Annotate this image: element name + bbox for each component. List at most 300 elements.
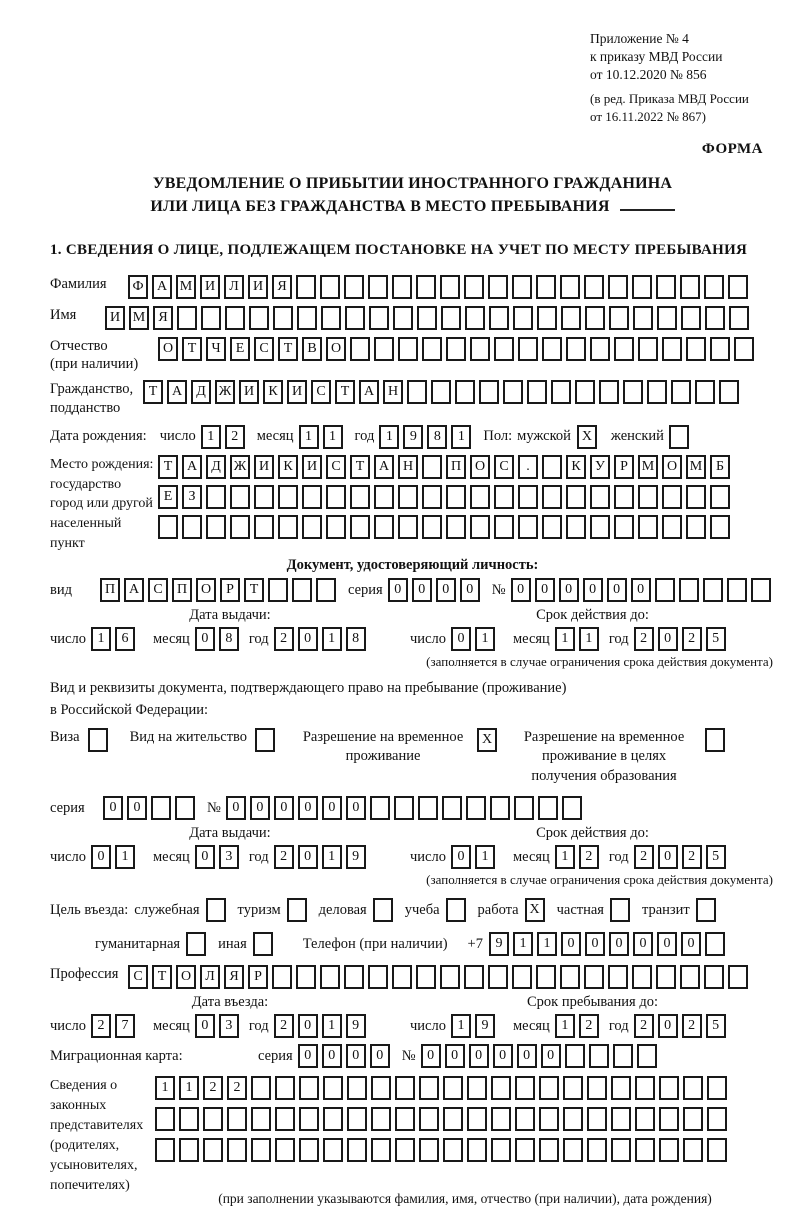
char-box[interactable]: 1 [201, 425, 221, 449]
char-box[interactable] [441, 306, 461, 330]
char-box[interactable] [268, 578, 288, 602]
char-box[interactable] [637, 1044, 657, 1068]
char-box[interactable] [395, 1076, 415, 1100]
char-box[interactable]: 0 [657, 932, 677, 956]
char-box[interactable]: Р [220, 578, 240, 602]
char-box[interactable]: З [182, 485, 202, 509]
char-box[interactable]: 0 [421, 1044, 441, 1068]
char-box[interactable]: 0 [517, 1044, 537, 1068]
char-box[interactable] [369, 306, 389, 330]
char-box[interactable]: 1 [299, 425, 319, 449]
char-box[interactable]: О [470, 455, 490, 479]
char-box[interactable]: 1 [91, 627, 111, 651]
char-box[interactable]: 0 [585, 932, 605, 956]
purpose-transit-checkbox[interactable] [696, 898, 716, 922]
char-box[interactable] [609, 306, 629, 330]
char-box[interactable]: 0 [559, 578, 579, 602]
char-box[interactable]: 0 [195, 1014, 215, 1038]
char-box[interactable] [254, 515, 274, 539]
char-box[interactable] [611, 1138, 631, 1162]
char-box[interactable] [464, 965, 484, 989]
char-box[interactable]: 1 [475, 627, 495, 651]
char-box[interactable] [561, 306, 581, 330]
char-box[interactable] [656, 275, 676, 299]
char-box[interactable] [614, 515, 634, 539]
char-box[interactable] [527, 380, 547, 404]
char-box[interactable] [590, 485, 610, 509]
char-box[interactable]: 0 [250, 796, 270, 820]
char-box[interactable]: Т [278, 337, 298, 361]
char-box[interactable]: 1 [475, 845, 495, 869]
char-box[interactable] [680, 965, 700, 989]
char-box[interactable]: 1 [322, 627, 342, 651]
char-box[interactable] [590, 337, 610, 361]
char-box[interactable] [470, 337, 490, 361]
char-box[interactable]: В [302, 337, 322, 361]
char-box[interactable] [491, 1107, 511, 1131]
char-box[interactable]: Т [182, 337, 202, 361]
char-box[interactable]: 0 [631, 578, 651, 602]
char-box[interactable] [350, 485, 370, 509]
char-box[interactable]: 2 [274, 627, 294, 651]
char-box[interactable]: А [374, 455, 394, 479]
char-box[interactable] [302, 485, 322, 509]
char-box[interactable] [566, 515, 586, 539]
char-box[interactable] [655, 578, 675, 602]
char-box[interactable] [394, 796, 414, 820]
char-box[interactable] [275, 1107, 295, 1131]
char-box[interactable] [316, 578, 336, 602]
char-box[interactable]: И [254, 455, 274, 479]
char-box[interactable]: Т [158, 455, 178, 479]
char-box[interactable] [179, 1138, 199, 1162]
char-box[interactable]: Т [143, 380, 163, 404]
char-box[interactable]: 1 [451, 1014, 471, 1038]
char-box[interactable] [395, 1107, 415, 1131]
char-box[interactable]: А [152, 275, 172, 299]
char-box[interactable] [392, 965, 412, 989]
char-box[interactable] [227, 1107, 247, 1131]
char-box[interactable] [729, 306, 749, 330]
char-box[interactable] [467, 1076, 487, 1100]
char-box[interactable]: Т [335, 380, 355, 404]
char-box[interactable]: Ф [128, 275, 148, 299]
char-box[interactable]: 0 [195, 627, 215, 651]
char-box[interactable] [371, 1076, 391, 1100]
char-box[interactable]: Я [224, 965, 244, 989]
char-box[interactable] [542, 455, 562, 479]
char-box[interactable] [321, 306, 341, 330]
char-box[interactable] [494, 337, 514, 361]
char-box[interactable]: Б [710, 455, 730, 479]
char-box[interactable]: 0 [658, 1014, 678, 1038]
char-box[interactable] [419, 1076, 439, 1100]
char-box[interactable]: 1 [115, 845, 135, 869]
char-box[interactable] [203, 1107, 223, 1131]
char-box[interactable] [587, 1107, 607, 1131]
char-box[interactable] [536, 965, 556, 989]
char-box[interactable] [503, 380, 523, 404]
char-box[interactable] [614, 485, 634, 509]
char-box[interactable] [177, 306, 197, 330]
char-box[interactable] [563, 1107, 583, 1131]
char-box[interactable] [659, 1076, 679, 1100]
char-box[interactable]: 0 [535, 578, 555, 602]
char-box[interactable]: Е [230, 337, 250, 361]
char-box[interactable] [662, 515, 682, 539]
char-box[interactable]: А [124, 578, 144, 602]
char-box[interactable] [443, 1107, 463, 1131]
char-box[interactable] [179, 1107, 199, 1131]
char-box[interactable] [638, 515, 658, 539]
char-box[interactable]: Н [383, 380, 403, 404]
char-box[interactable]: Ж [230, 455, 250, 479]
char-box[interactable] [566, 485, 586, 509]
char-box[interactable] [710, 485, 730, 509]
char-box[interactable] [272, 965, 292, 989]
char-box[interactable]: 0 [322, 796, 342, 820]
char-box[interactable] [719, 380, 739, 404]
char-box[interactable] [206, 485, 226, 509]
char-box[interactable]: 0 [103, 796, 123, 820]
char-box[interactable] [614, 337, 634, 361]
char-box[interactable] [710, 515, 730, 539]
char-box[interactable] [392, 275, 412, 299]
char-box[interactable]: 0 [274, 796, 294, 820]
option-visa-checkbox[interactable] [88, 728, 108, 752]
char-box[interactable]: 0 [322, 1044, 342, 1068]
char-box[interactable] [703, 578, 723, 602]
char-box[interactable]: 9 [346, 1014, 366, 1038]
char-box[interactable] [446, 337, 466, 361]
char-box[interactable]: К [566, 455, 586, 479]
char-box[interactable]: И [287, 380, 307, 404]
char-box[interactable] [491, 1138, 511, 1162]
char-box[interactable] [514, 796, 534, 820]
char-box[interactable] [368, 965, 388, 989]
char-box[interactable]: 0 [451, 627, 471, 651]
char-box[interactable] [488, 965, 508, 989]
char-box[interactable] [659, 1107, 679, 1131]
char-box[interactable] [347, 1138, 367, 1162]
purpose-other-checkbox[interactable] [253, 932, 273, 956]
char-box[interactable]: С [148, 578, 168, 602]
char-box[interactable]: 2 [579, 845, 599, 869]
char-box[interactable] [727, 578, 747, 602]
char-box[interactable]: С [311, 380, 331, 404]
char-box[interactable]: 8 [427, 425, 447, 449]
char-box[interactable]: 5 [706, 845, 726, 869]
char-box[interactable] [431, 380, 451, 404]
char-box[interactable]: 0 [91, 845, 111, 869]
char-box[interactable] [518, 337, 538, 361]
char-box[interactable]: О [176, 965, 196, 989]
char-box[interactable] [182, 515, 202, 539]
char-box[interactable]: 0 [609, 932, 629, 956]
char-box[interactable] [155, 1138, 175, 1162]
char-box[interactable] [470, 485, 490, 509]
char-box[interactable] [371, 1107, 391, 1131]
char-box[interactable]: 0 [633, 932, 653, 956]
char-box[interactable]: 0 [370, 1044, 390, 1068]
char-box[interactable] [419, 1107, 439, 1131]
char-box[interactable]: 3 [219, 845, 239, 869]
char-box[interactable] [417, 306, 437, 330]
char-box[interactable]: 1 [155, 1076, 175, 1100]
purpose-commercial-checkbox[interactable] [373, 898, 393, 922]
char-box[interactable] [251, 1138, 271, 1162]
char-box[interactable] [632, 965, 652, 989]
char-box[interactable] [632, 275, 652, 299]
char-box[interactable] [662, 485, 682, 509]
char-box[interactable] [422, 515, 442, 539]
char-box[interactable] [440, 275, 460, 299]
char-box[interactable]: П [172, 578, 192, 602]
char-box[interactable] [296, 965, 316, 989]
char-box[interactable]: 1 [555, 627, 575, 651]
char-box[interactable] [695, 380, 715, 404]
option-residence-permit-checkbox[interactable] [255, 728, 275, 752]
char-box[interactable] [633, 306, 653, 330]
char-box[interactable] [398, 337, 418, 361]
char-box[interactable] [299, 1076, 319, 1100]
char-box[interactable]: Р [614, 455, 634, 479]
char-box[interactable] [370, 796, 390, 820]
char-box[interactable]: Р [248, 965, 268, 989]
char-box[interactable]: 0 [346, 1044, 366, 1068]
char-box[interactable] [490, 796, 510, 820]
char-box[interactable]: 3 [219, 1014, 239, 1038]
char-box[interactable] [707, 1076, 727, 1100]
char-box[interactable] [662, 337, 682, 361]
char-box[interactable] [344, 965, 364, 989]
char-box[interactable] [398, 485, 418, 509]
char-box[interactable] [350, 337, 370, 361]
char-box[interactable]: У [590, 455, 610, 479]
char-box[interactable] [542, 515, 562, 539]
char-box[interactable]: 0 [226, 796, 246, 820]
char-box[interactable] [422, 485, 442, 509]
char-box[interactable]: 0 [298, 1014, 318, 1038]
char-box[interactable] [230, 515, 250, 539]
char-box[interactable] [686, 337, 706, 361]
char-box[interactable] [563, 1076, 583, 1100]
char-box[interactable]: М [176, 275, 196, 299]
char-box[interactable]: И [105, 306, 125, 330]
char-box[interactable]: С [326, 455, 346, 479]
char-box[interactable]: 8 [346, 627, 366, 651]
char-box[interactable] [635, 1076, 655, 1100]
char-box[interactable] [587, 1076, 607, 1100]
char-box[interactable] [728, 965, 748, 989]
char-box[interactable] [206, 515, 226, 539]
char-box[interactable] [230, 485, 250, 509]
char-box[interactable] [442, 796, 462, 820]
char-box[interactable] [374, 337, 394, 361]
char-box[interactable] [657, 306, 677, 330]
char-box[interactable] [575, 380, 595, 404]
char-box[interactable] [299, 1107, 319, 1131]
char-box[interactable] [683, 1138, 703, 1162]
char-box[interactable]: О [196, 578, 216, 602]
char-box[interactable] [494, 515, 514, 539]
char-box[interactable]: 2 [225, 425, 245, 449]
char-box[interactable]: 2 [579, 1014, 599, 1038]
char-box[interactable]: И [248, 275, 268, 299]
char-box[interactable] [686, 485, 706, 509]
char-box[interactable]: 0 [658, 627, 678, 651]
char-box[interactable]: 1 [555, 1014, 575, 1038]
char-box[interactable] [416, 965, 436, 989]
char-box[interactable]: Л [224, 275, 244, 299]
char-box[interactable]: С [494, 455, 514, 479]
char-box[interactable]: Д [206, 455, 226, 479]
char-box[interactable]: 1 [513, 932, 533, 956]
char-box[interactable]: С [128, 965, 148, 989]
char-box[interactable] [623, 380, 643, 404]
char-box[interactable] [443, 1076, 463, 1100]
purpose-business-checkbox[interactable] [206, 898, 226, 922]
char-box[interactable] [680, 275, 700, 299]
char-box[interactable]: Ж [215, 380, 235, 404]
char-box[interactable] [443, 1138, 463, 1162]
char-box[interactable] [587, 1138, 607, 1162]
char-box[interactable] [491, 1076, 511, 1100]
char-box[interactable]: И [302, 455, 322, 479]
char-box[interactable] [565, 1044, 585, 1068]
char-box[interactable] [681, 306, 701, 330]
char-box[interactable] [536, 275, 556, 299]
char-box[interactable] [638, 337, 658, 361]
char-box[interactable] [275, 1138, 295, 1162]
char-box[interactable]: Т [152, 965, 172, 989]
char-box[interactable] [679, 578, 699, 602]
char-box[interactable] [292, 578, 312, 602]
char-box[interactable]: 1 [555, 845, 575, 869]
char-box[interactable] [467, 1107, 487, 1131]
char-box[interactable] [494, 485, 514, 509]
char-box[interactable] [350, 515, 370, 539]
char-box[interactable]: 2 [203, 1076, 223, 1100]
char-box[interactable] [589, 1044, 609, 1068]
char-box[interactable] [539, 1138, 559, 1162]
char-box[interactable] [635, 1138, 655, 1162]
char-box[interactable]: 0 [607, 578, 627, 602]
char-box[interactable] [374, 485, 394, 509]
char-box[interactable] [416, 275, 436, 299]
char-box[interactable] [518, 515, 538, 539]
char-box[interactable]: 1 [537, 932, 557, 956]
char-box[interactable] [515, 1107, 535, 1131]
char-box[interactable] [227, 1138, 247, 1162]
char-box[interactable] [151, 796, 171, 820]
char-box[interactable] [686, 515, 706, 539]
char-box[interactable]: 0 [298, 845, 318, 869]
char-box[interactable] [446, 485, 466, 509]
char-box[interactable] [254, 485, 274, 509]
char-box[interactable]: 2 [682, 627, 702, 651]
char-box[interactable]: 0 [451, 845, 471, 869]
char-box[interactable]: 2 [634, 845, 654, 869]
char-box[interactable]: 2 [227, 1076, 247, 1100]
char-box[interactable]: И [200, 275, 220, 299]
char-box[interactable]: 9 [346, 845, 366, 869]
char-box[interactable]: 2 [634, 1014, 654, 1038]
char-box[interactable]: 0 [346, 796, 366, 820]
char-box[interactable]: С [254, 337, 274, 361]
char-box[interactable] [512, 275, 532, 299]
char-box[interactable] [705, 306, 725, 330]
char-box[interactable] [320, 965, 340, 989]
sex-female-checkbox[interactable] [669, 425, 689, 449]
purpose-work-checkbox[interactable]: X [525, 898, 545, 922]
char-box[interactable] [515, 1076, 535, 1100]
char-box[interactable] [251, 1107, 271, 1131]
char-box[interactable]: 5 [706, 627, 726, 651]
purpose-study-checkbox[interactable] [446, 898, 466, 922]
char-box[interactable]: Я [153, 306, 173, 330]
char-box[interactable] [539, 1076, 559, 1100]
char-box[interactable] [249, 306, 269, 330]
char-box[interactable] [275, 1076, 295, 1100]
char-box[interactable] [704, 275, 724, 299]
char-box[interactable] [751, 578, 771, 602]
char-box[interactable]: 0 [445, 1044, 465, 1068]
char-box[interactable]: 0 [511, 578, 531, 602]
char-box[interactable] [299, 1138, 319, 1162]
char-box[interactable] [347, 1107, 367, 1131]
char-box[interactable]: 2 [274, 845, 294, 869]
char-box[interactable]: Л [200, 965, 220, 989]
char-box[interactable]: 2 [682, 845, 702, 869]
char-box[interactable] [512, 965, 532, 989]
char-box[interactable]: А [167, 380, 187, 404]
char-box[interactable] [611, 1107, 631, 1131]
char-box[interactable] [584, 275, 604, 299]
char-box[interactable] [419, 1138, 439, 1162]
char-box[interactable] [465, 306, 485, 330]
char-box[interactable]: 8 [219, 627, 239, 651]
char-box[interactable] [515, 1138, 535, 1162]
char-box[interactable] [466, 796, 486, 820]
char-box[interactable]: 0 [195, 845, 215, 869]
char-box[interactable] [518, 485, 538, 509]
char-box[interactable]: 2 [274, 1014, 294, 1038]
char-box[interactable]: 0 [561, 932, 581, 956]
char-box[interactable] [608, 275, 628, 299]
char-box[interactable] [398, 515, 418, 539]
char-box[interactable] [347, 1076, 367, 1100]
char-box[interactable]: 0 [298, 796, 318, 820]
char-box[interactable] [638, 485, 658, 509]
char-box[interactable] [542, 337, 562, 361]
char-box[interactable]: А [182, 455, 202, 479]
char-box[interactable]: 9 [489, 932, 509, 956]
char-box[interactable] [671, 380, 691, 404]
char-box[interactable]: Т [350, 455, 370, 479]
char-box[interactable] [296, 275, 316, 299]
char-box[interactable] [455, 380, 475, 404]
char-box[interactable]: Т [244, 578, 264, 602]
char-box[interactable]: 1 [323, 425, 343, 449]
char-box[interactable]: О [158, 337, 178, 361]
char-box[interactable] [422, 455, 442, 479]
option-temp-residence-checkbox[interactable]: X [477, 728, 497, 752]
char-box[interactable] [635, 1107, 655, 1131]
char-box[interactable] [440, 965, 460, 989]
char-box[interactable] [345, 306, 365, 330]
char-box[interactable] [158, 515, 178, 539]
